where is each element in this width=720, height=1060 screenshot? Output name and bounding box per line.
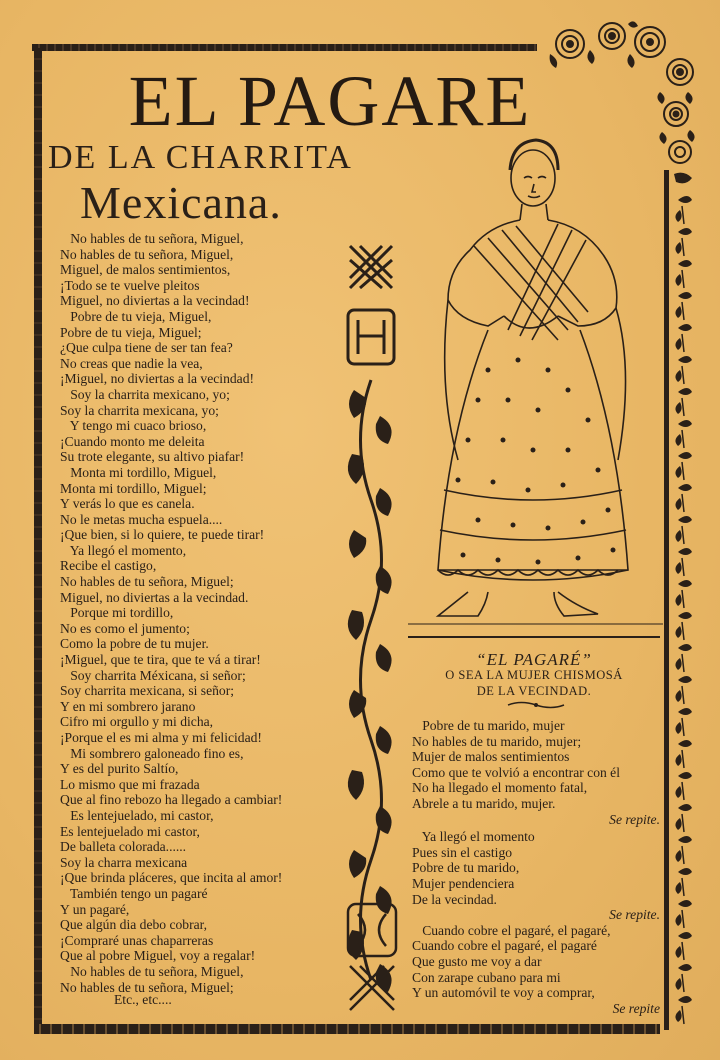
poem-line: De la vecindad. [412, 891, 497, 907]
poem-line: ¿Que culpa tiene de ser tan fea? [60, 340, 233, 356]
poem-line: Ya llegó el momento, [60, 542, 187, 558]
repeat-note: Se repite [612, 1000, 660, 1016]
poem-line: ¡Porque el es mi alma y mi felicidad! [60, 730, 262, 745]
bottom-flourish-ornament [342, 900, 402, 1020]
poem-line: No hables de tu marido, mujer; [412, 733, 582, 749]
poem-line: ¡Que bien, si lo quiere, te puede tirar! [60, 527, 265, 543]
poem-line: Pobre de tu vieja, Miguel, [60, 308, 212, 324]
poem-line: Pobre de tu marido, [412, 860, 520, 876]
poem-line: ¡Todo se te vuelve pleitos [60, 277, 200, 293]
poem-line: No creas que nadie la vea, [60, 355, 203, 371]
poem-line: Y verás lo que es canela. [60, 496, 195, 512]
left-border [34, 48, 42, 1033]
poem-line: Miguel, no diviertas a la vecindad! [60, 293, 250, 309]
repeat-note: Se repite. [609, 907, 660, 923]
poem-line: Monta mi tordillo, Miguel, [60, 464, 217, 480]
left-poem [60, 231, 350, 995]
poem-line: No ha llegado el momento fatal, [412, 780, 588, 796]
poem-line: Es lentejuelado, mi castor, [60, 807, 214, 823]
poem-line: Recibe el castigo, [60, 558, 157, 574]
right-border [664, 170, 669, 1030]
poem-line: Soy charrita mexicana, si señor; [60, 683, 235, 699]
poem-line: Y en mi sombrero jarano [60, 698, 196, 714]
song-subtitle-2: DE LA VECINDAD. [476, 684, 592, 698]
charrita-illustration [408, 130, 663, 628]
poem-line: Y tengo mi cuaco brioso, [60, 418, 207, 434]
poem-line: Y un automóvil te voy a comprar, [412, 985, 595, 1001]
poem-line: Porque mi tordillo, [60, 605, 174, 621]
poem-line: Soy la charrita mexicana, yo; [60, 402, 219, 418]
small-ornament [506, 700, 566, 710]
song-subtitle: O SEA LA MUJER CHISMOSÁ [445, 668, 623, 682]
poem-line: Cuando cobre el pagaré, el pagaré, [412, 922, 611, 938]
poem-line: No hables de tu señora, Miguel; [60, 979, 234, 995]
poem-line: ¡Miguel, que te tira, que te vá a tirar! [60, 652, 261, 668]
poem-line: Cifro mi orgullo y mi dicha, [60, 714, 214, 730]
poem-line: No hables de tu señora, Miguel, [60, 963, 244, 979]
poem-line: Monta mi tordillo, Miguel; [60, 480, 207, 496]
poem-line: ¡Compraré unas chaparreras [60, 932, 214, 948]
poem-line: Con zarape cubano para mi [412, 969, 561, 985]
top-border [32, 44, 537, 51]
subheadline: DE LA CHARRITA [48, 139, 353, 176]
poem-line: Como la pobre de tu mujer. [60, 636, 209, 652]
right-poem [412, 718, 662, 1016]
headline: EL PAGARE [128, 61, 532, 141]
poem-line: Miguel, de malos sentimientos, [60, 262, 231, 278]
section-divider [408, 636, 660, 638]
stanza-3 [412, 923, 662, 1001]
poem-line: No hables de tu señora, Miguel, [60, 246, 234, 262]
poem-line: Como que te volvió a encontrar con él [412, 764, 620, 780]
poem-line: Que algún dia debo cobrar, [60, 917, 208, 933]
poem-line: No hables de tu señora, Miguel, [60, 231, 244, 246]
poem-line: ¡Cuando monto me deleita [60, 433, 205, 449]
poem-line: Lo mismo que mi frazada [60, 776, 200, 792]
poem-line: Mujer de malos sentimientos [412, 749, 570, 765]
poem-line: ¡Miguel, no diviertas a la vecindad! [60, 371, 255, 387]
poem-line: Miguel, no diviertas a la vecindad. [60, 589, 249, 605]
right-vine-border [670, 170, 700, 1030]
poem-line: Y es del purito Saltío, [60, 761, 179, 777]
poem-line: Abrele a tu marido, mujer. [412, 795, 556, 811]
poem-line: También tengo un pagaré [60, 885, 208, 901]
subheadline-mexicana: Mexicana. [80, 177, 282, 228]
poem-line: Ya llegó el momento [412, 829, 535, 845]
poem-line: Y un pagaré, [60, 901, 130, 917]
stanza-2 [412, 829, 662, 907]
poem-line: Mi sombrero galoneado fino es, [60, 745, 244, 761]
etc-text: Etc., etc.... [114, 992, 172, 1007]
poem-line: Pues sin el castigo [412, 844, 513, 860]
poem-line: Soy charrita Méxicana, si señor; [60, 667, 246, 683]
poem-line: No es como el jumento; [60, 620, 190, 636]
poem-line: Que al fino rebozo ha llegado a cambiar! [60, 792, 283, 808]
poem-line: De balleta colorada...... [60, 839, 187, 855]
poem-line: Pobre de tu vieja, Miguel; [60, 324, 202, 340]
song-title: “EL PAGARÉ” [476, 650, 592, 669]
poem-line: Soy la charrita mexicano, yo; [60, 386, 230, 402]
poem-line: Su trote elegante, su altivo piafar! [60, 449, 245, 465]
poem-line: ¡Que brinda pláceres, que incita al amor! [60, 870, 283, 886]
poem-line: Que gusto me voy a dar [412, 953, 542, 969]
poem-line: Cuando cobre el pagaré, el pagaré [412, 938, 597, 954]
bottom-border [34, 1024, 660, 1034]
stanza-1 [412, 718, 662, 812]
repeat-note: Se repite. [609, 811, 660, 827]
poem-line: Mujer pendenciera [412, 875, 515, 891]
poem-line: Soy la charra mexicana [60, 854, 188, 870]
poem-line: No hables de tu señora, Miguel; [60, 574, 234, 590]
poem-line: Que al pobre Miguel, voy a regalar! [60, 948, 256, 964]
poem-line: No le metas mucha espuela.... [60, 511, 223, 527]
poem-line: Es lentejuelado mi castor, [60, 823, 200, 839]
poem-line: Pobre de tu marido, mujer [412, 718, 565, 733]
